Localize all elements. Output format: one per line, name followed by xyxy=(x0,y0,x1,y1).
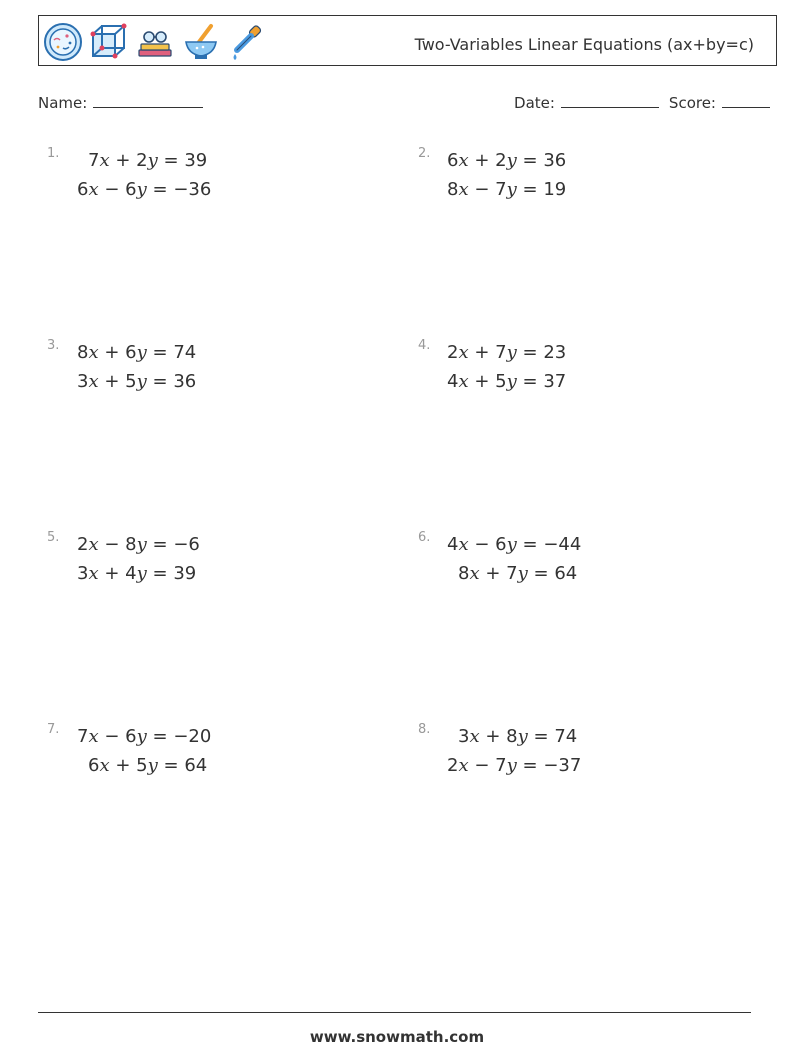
problem-1 xyxy=(47,146,347,216)
equation-2: 3x + 5y = 36 xyxy=(77,371,197,392)
date-field[interactable] xyxy=(514,92,659,112)
equation-1: 2x − 8y = −6 xyxy=(77,534,200,555)
cube-icon xyxy=(89,22,129,62)
footer-website[interactable]: www.snowmath.com xyxy=(309,1028,485,1046)
problem-number: 7. xyxy=(47,722,60,737)
equation-1: 3x + 8y = 74 xyxy=(458,726,578,747)
problem-number: 4. xyxy=(418,338,431,353)
equation-1: 2x + 7y = 23 xyxy=(447,342,567,363)
date-score-fields xyxy=(514,92,770,112)
equation-2: 8x − 7y = 19 xyxy=(447,179,567,200)
student-info-row xyxy=(38,92,770,116)
problem-number: 3. xyxy=(47,338,60,353)
equation-2: 2x − 7y = −37 xyxy=(447,755,582,776)
dropper-icon xyxy=(227,22,267,62)
date-label: Date: xyxy=(514,94,555,112)
equation-1: 6x + 2y = 36 xyxy=(447,150,567,171)
equation-2: 4x + 5y = 37 xyxy=(447,371,567,392)
problem-4 xyxy=(418,338,718,408)
problem-number: 6. xyxy=(418,530,431,545)
name-label: Name: xyxy=(38,94,88,112)
equation-2: 6x + 5y = 64 xyxy=(88,755,208,776)
score-field[interactable] xyxy=(669,92,770,112)
footer-divider xyxy=(38,1012,751,1013)
mortar-pestle-icon xyxy=(181,22,221,62)
petri-dish-icon xyxy=(43,22,83,62)
equation-2: 3x + 4y = 39 xyxy=(77,563,197,584)
name-field[interactable] xyxy=(38,92,203,112)
problem-number: 1. xyxy=(47,146,60,161)
equation-1: 4x − 6y = −44 xyxy=(447,534,582,555)
equation-1: 7x − 6y = −20 xyxy=(77,726,212,747)
problem-number: 5. xyxy=(47,530,60,545)
date-blank[interactable] xyxy=(561,92,659,108)
problem-7 xyxy=(47,722,347,792)
problem-3 xyxy=(47,338,347,408)
equation-2: 6x − 6y = −36 xyxy=(77,179,212,200)
problem-6 xyxy=(418,530,718,600)
name-blank[interactable] xyxy=(93,92,203,108)
problem-5 xyxy=(47,530,347,600)
worksheet-header xyxy=(38,15,777,66)
books-glasses-icon xyxy=(135,22,175,62)
problem-8 xyxy=(418,722,718,792)
header-icons xyxy=(43,22,267,62)
problem-number: 2. xyxy=(418,146,431,161)
worksheet-title: Two-Variables Linear Equations (ax+by=c) xyxy=(414,35,754,54)
equation-2: 8x + 7y = 64 xyxy=(458,563,578,584)
score-blank[interactable] xyxy=(722,92,770,108)
problem-2 xyxy=(418,146,718,216)
equation-1: 7x + 2y = 39 xyxy=(88,150,208,171)
equation-1: 8x + 6y = 74 xyxy=(77,342,197,363)
problem-number: 8. xyxy=(418,722,431,737)
score-label: Score: xyxy=(668,94,716,112)
